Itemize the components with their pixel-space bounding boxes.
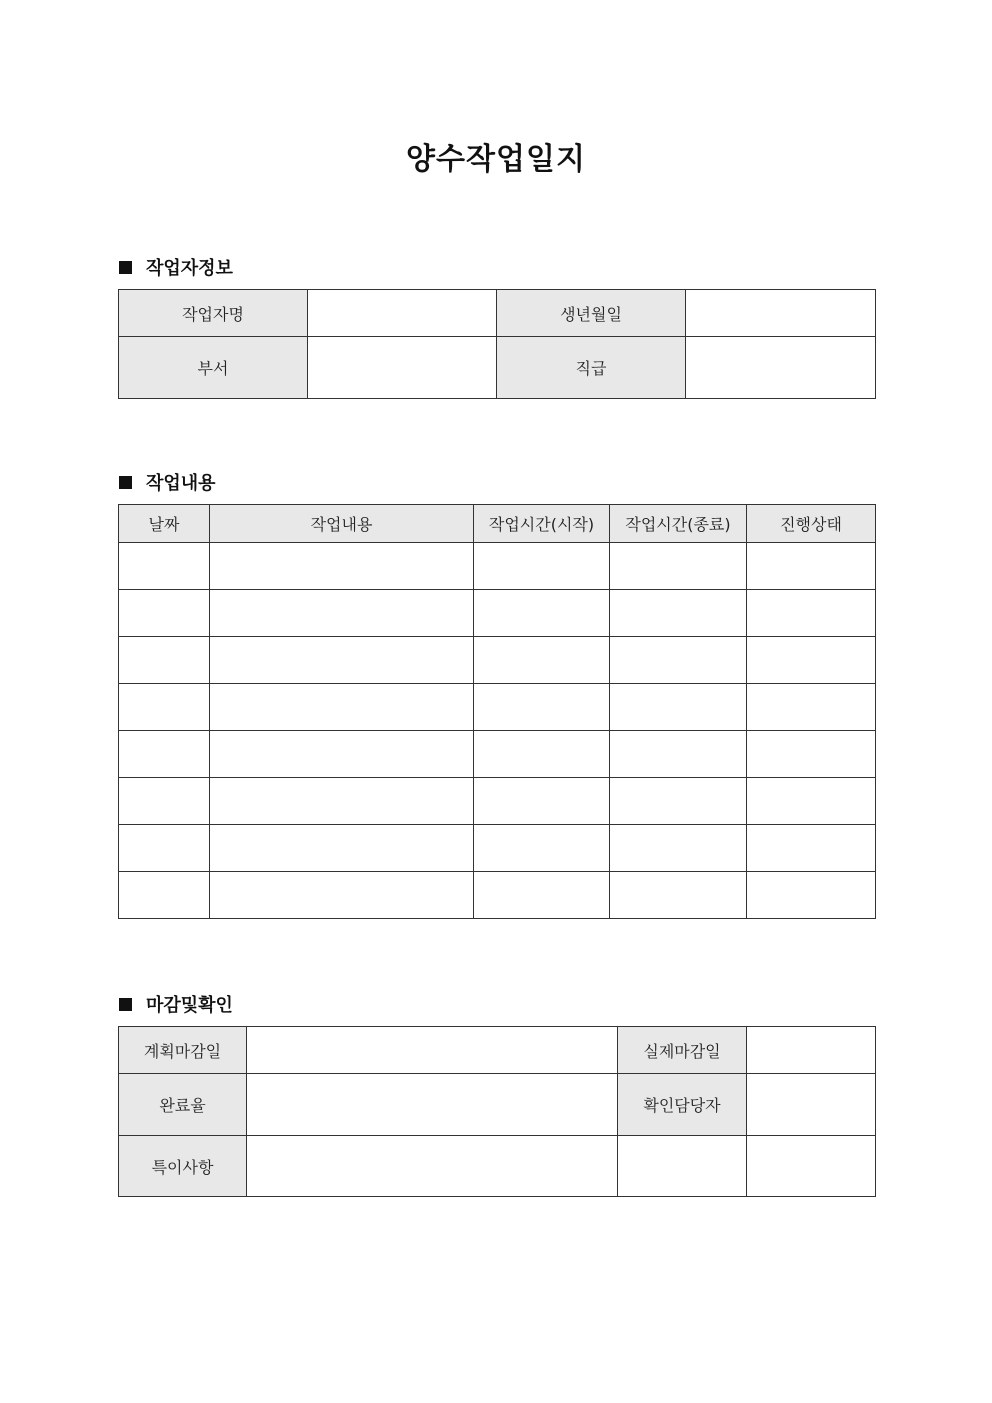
- end-time-cell[interactable]: [610, 543, 747, 590]
- section-title: 마감및확인: [146, 995, 233, 1016]
- status-cell[interactable]: [747, 872, 876, 919]
- worker-name-field[interactable]: [308, 290, 497, 337]
- date-cell[interactable]: [119, 637, 210, 684]
- status-cell[interactable]: [747, 778, 876, 825]
- start-time-cell[interactable]: [474, 590, 610, 637]
- end-time-cell[interactable]: [610, 590, 747, 637]
- date-cell[interactable]: [119, 825, 210, 872]
- status-cell[interactable]: [747, 590, 876, 637]
- table-row: [119, 684, 876, 731]
- actual-deadline-field[interactable]: [747, 1027, 876, 1074]
- department-field[interactable]: [308, 337, 497, 399]
- notes-label: 특이사항: [119, 1136, 247, 1197]
- section-heading-worker-info: [119, 254, 233, 280]
- end-time-cell[interactable]: [610, 872, 747, 919]
- notes-field[interactable]: [247, 1136, 618, 1197]
- status-cell[interactable]: [747, 684, 876, 731]
- content-cell[interactable]: [210, 731, 474, 778]
- status-cell[interactable]: [747, 637, 876, 684]
- column-header-end-time: 작업시간(종료): [610, 505, 747, 543]
- worker-info-table: [118, 289, 876, 399]
- plan-deadline-field[interactable]: [247, 1027, 618, 1074]
- rank-field[interactable]: [686, 337, 876, 399]
- end-time-cell[interactable]: [610, 731, 747, 778]
- start-time-cell[interactable]: [474, 637, 610, 684]
- status-cell[interactable]: [747, 543, 876, 590]
- end-time-cell[interactable]: [610, 825, 747, 872]
- empty-cell[interactable]: [618, 1136, 747, 1197]
- section-title: 작업내용: [146, 473, 216, 494]
- content-cell[interactable]: [210, 825, 474, 872]
- start-time-cell[interactable]: [474, 825, 610, 872]
- worker-name-label: 작업자명: [119, 290, 308, 337]
- table-row: [119, 872, 876, 919]
- date-cell[interactable]: [119, 778, 210, 825]
- content-cell[interactable]: [210, 543, 474, 590]
- start-time-cell[interactable]: [474, 543, 610, 590]
- column-header-status: 진행상태: [747, 505, 876, 543]
- rank-label: 직급: [497, 337, 686, 399]
- content-cell[interactable]: [210, 590, 474, 637]
- start-time-cell[interactable]: [474, 872, 610, 919]
- date-cell[interactable]: [119, 590, 210, 637]
- table-row: [119, 731, 876, 778]
- date-cell[interactable]: [119, 731, 210, 778]
- end-time-cell[interactable]: [610, 778, 747, 825]
- square-bullet-icon: [119, 261, 132, 274]
- actual-deadline-label: 실제마감일: [618, 1027, 747, 1074]
- table-row: [119, 543, 876, 590]
- content-cell[interactable]: [210, 872, 474, 919]
- birth-date-label: 생년월일: [497, 290, 686, 337]
- content-cell[interactable]: [210, 684, 474, 731]
- start-time-cell[interactable]: [474, 731, 610, 778]
- page-title: 양수작업일지: [406, 142, 586, 177]
- section-title: 작업자정보: [146, 258, 233, 279]
- status-cell[interactable]: [747, 825, 876, 872]
- column-header-content: 작업내용: [210, 505, 474, 543]
- section-heading-closing: [119, 991, 233, 1017]
- closing-table: [118, 1026, 876, 1197]
- section-heading-work-content: [119, 469, 216, 495]
- square-bullet-icon: [119, 476, 132, 489]
- work-content-table: [118, 504, 876, 919]
- column-header-date: 날짜: [119, 505, 210, 543]
- completion-rate-field[interactable]: [247, 1074, 618, 1136]
- date-cell[interactable]: [119, 543, 210, 590]
- confirmer-field[interactable]: [747, 1074, 876, 1136]
- empty-cell[interactable]: [747, 1136, 876, 1197]
- status-cell[interactable]: [747, 731, 876, 778]
- completion-rate-label: 완료율: [119, 1074, 247, 1136]
- plan-deadline-label: 계획마감일: [119, 1027, 247, 1074]
- square-bullet-icon: [119, 998, 132, 1011]
- start-time-cell[interactable]: [474, 684, 610, 731]
- start-time-cell[interactable]: [474, 778, 610, 825]
- table-row: [119, 637, 876, 684]
- department-label: 부서: [119, 337, 308, 399]
- date-cell[interactable]: [119, 872, 210, 919]
- end-time-cell[interactable]: [610, 684, 747, 731]
- confirmer-label: 확인담당자: [618, 1074, 747, 1136]
- birth-date-field[interactable]: [686, 290, 876, 337]
- content-cell[interactable]: [210, 637, 474, 684]
- table-row: [119, 590, 876, 637]
- content-cell[interactable]: [210, 778, 474, 825]
- table-row: [119, 825, 876, 872]
- table-row: [119, 778, 876, 825]
- date-cell[interactable]: [119, 684, 210, 731]
- end-time-cell[interactable]: [610, 637, 747, 684]
- column-header-start-time: 작업시간(시작): [474, 505, 610, 543]
